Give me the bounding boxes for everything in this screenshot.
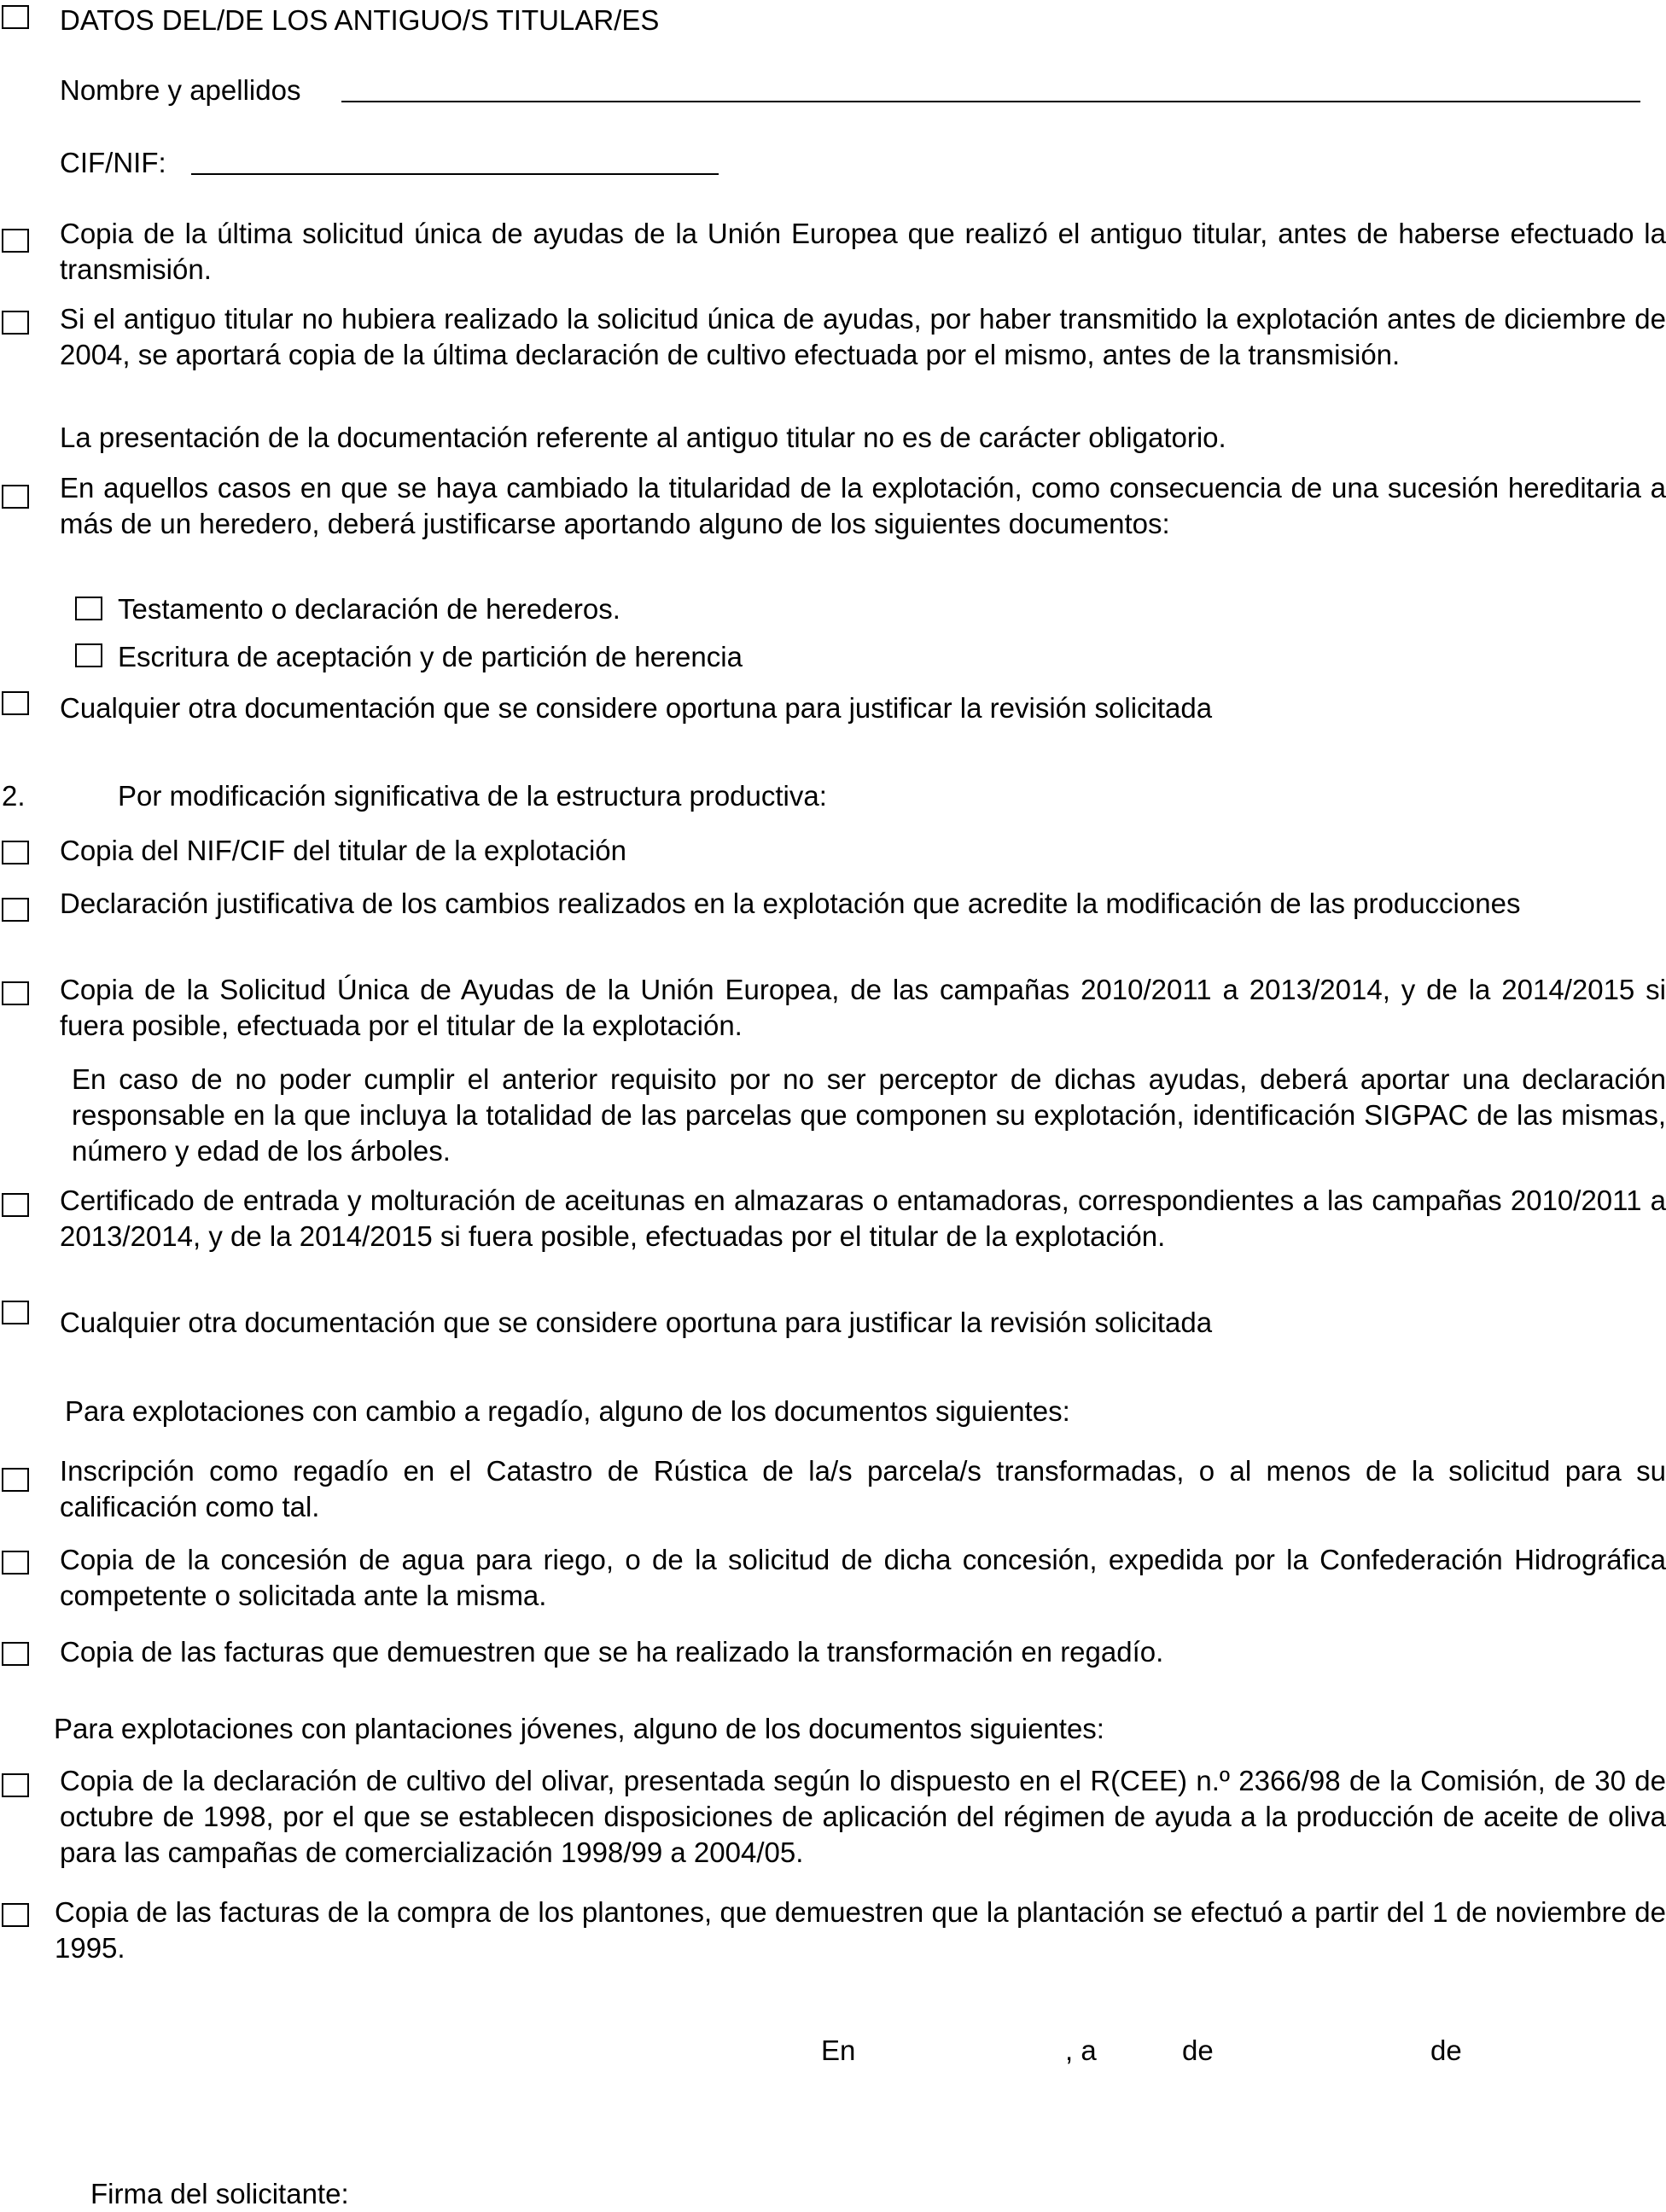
section-2-number: 2. (2, 780, 26, 812)
item-other-2-checkbox[interactable] (2, 1301, 29, 1324)
irrigation-intro: Para explotaciones con cambio a regadío, alguno de los documentos siguientes: (65, 1395, 1070, 1427)
sub-item-deed-checkbox[interactable] (75, 643, 102, 667)
item-changes-declaration-text: Declaración justificativa de los cambios realizados en la explotación que acredite la modificación de las producciones (60, 888, 1521, 919)
irrigation-cadastre-text: Inscripción como regadío en el Catastro de Rústica de la/s parcela/s transformadas, o al menos de la solicitud para su calificación como tal. (60, 1455, 1666, 1522)
note-responsible-declaration: En caso de no poder cumplir el anterior requisito por no ser perceptor de dichas ayudas, deberá aportar una declaración responsable en la que incluya la totalidad de las parcelas que componen su explotación, identificación SIGPAC de las mismas, número y edad de los árboles. (72, 1063, 1666, 1167)
sub-item-testament-checkbox[interactable] (75, 597, 102, 620)
signature-place-label: En (821, 2034, 856, 2066)
cif-label: CIF/NIF: (60, 147, 166, 178)
item-last-application-text: Copia de la última solicitud única de ayudas de la Unión Europea que realizó el antiguo titular, antes de haberse efectuado la transmisión. (60, 218, 1666, 285)
old-holder-title: DATOS DEL/DE LOS ANTIGUO/S TITULAR/ES (60, 4, 660, 36)
name-field[interactable] (341, 101, 1640, 102)
signature-label: Firma del solicitante: (90, 2178, 349, 2209)
sub-item-testament-text: Testamento o declaración de herederos. (118, 593, 620, 625)
young-seedling-invoices-checkbox[interactable] (2, 1903, 29, 1927)
young-crop-declaration-text: Copia de la declaración de cultivo del olivar, presentada según lo dispuesto en el R(CEE) n.º 2366/98 de la Comisión, de 30 de octubre de 1998, por el que se establecen disposiciones de aplicación del régimen de ayuda a la producción de aceite de oliva para las campañas de comercialización 1998/99 a 2004/05. (60, 1765, 1666, 1868)
item-nif-copy-checkbox[interactable] (2, 841, 29, 864)
young-plantations-intro: Para explotaciones con plantaciones jóvenes, alguno de los documentos siguientes: (54, 1713, 1104, 1744)
item-crop-declaration-text: Si el antiguo titular no hubiera realizado la solicitud única de ayudas, por haber transmitido la explotación antes de diciembre de 2004, se aportará copia de la última declaración de cultivo efectuada por el mismo, antes de la transmisión. (60, 303, 1666, 370)
young-crop-declaration-checkbox[interactable] (2, 1773, 29, 1797)
item-succession-checkbox[interactable] (2, 485, 29, 509)
item-last-application-checkbox[interactable] (2, 229, 29, 253)
item-certificate-checkbox[interactable] (2, 1193, 29, 1217)
name-label: Nombre y apellidos (60, 74, 301, 106)
irrigation-invoices-checkbox[interactable] (2, 1642, 29, 1666)
signature-year-label: de (1430, 2034, 1462, 2066)
irrigation-cadastre-checkbox[interactable] (2, 1468, 29, 1492)
old-holder-checkbox[interactable] (2, 5, 29, 29)
item-single-application-checkbox[interactable] (2, 981, 29, 1005)
irrigation-water-concession-checkbox[interactable] (2, 1551, 29, 1575)
item-other-1-text: Cualquier otra documentación que se considere oportuna para justificar la revisión solicitada (60, 692, 1213, 724)
note-optional: La presentación de la documentación referente al antiguo titular no es de carácter obligatorio. (60, 422, 1226, 453)
item-succession-text: En aquellos casos en que se haya cambiado la titularidad de la explotación, como consecuencia de una sucesión hereditaria a más de un heredero, deberá justificarse aportando alguno de los siguientes documentos: (60, 472, 1666, 539)
signature-day-label: , a (1065, 2034, 1097, 2066)
item-other-2-text: Cualquier otra documentación que se considere oportuna para justificar la revisión solicitada (60, 1307, 1213, 1338)
irrigation-invoices-text: Copia de las facturas que demuestren que se ha realizado la transformación en regadío. (60, 1636, 1164, 1668)
item-nif-copy-text: Copia del NIF/CIF del titular de la explotación (60, 835, 626, 866)
young-seedling-invoices-text: Copia de las facturas de la compra de los plantones, que demuestren que la plantación se efectuó a partir del 1 de noviembre de 1995. (55, 1896, 1666, 1964)
item-certificate-text: Certificado de entrada y molturación de aceitunas en almazaras o entamadoras, correspondientes a las campañas 2010/2011 a 2013/2014, y de la 2014/2015 si fuera posible, efectuadas por el titular de la explotación. (60, 1185, 1666, 1252)
sub-item-deed-text: Escritura de aceptación y de partición de herencia (118, 641, 743, 672)
item-other-1-checkbox[interactable] (2, 691, 29, 715)
irrigation-water-concession-text: Copia de la concesión de agua para riego, o de la solicitud de dicha concesión, expedida por la Confederación Hidrográfica competente o solicitada ante la misma. (60, 1544, 1666, 1611)
section-2-title: Por modificación significativa de la estructura productiva: (118, 780, 827, 812)
item-single-application-text: Copia de la Solicitud Única de Ayudas de la Unión Europea, de las campañas 2010/2011 a 2013/2014, y de la 2014/2015 si fuera posible, efectuada por el titular de la explotación. (60, 974, 1666, 1041)
signature-month-label: de (1182, 2034, 1214, 2066)
cif-field[interactable] (191, 173, 719, 175)
item-changes-declaration-checkbox[interactable] (2, 898, 29, 922)
item-crop-declaration-checkbox[interactable] (2, 311, 29, 335)
